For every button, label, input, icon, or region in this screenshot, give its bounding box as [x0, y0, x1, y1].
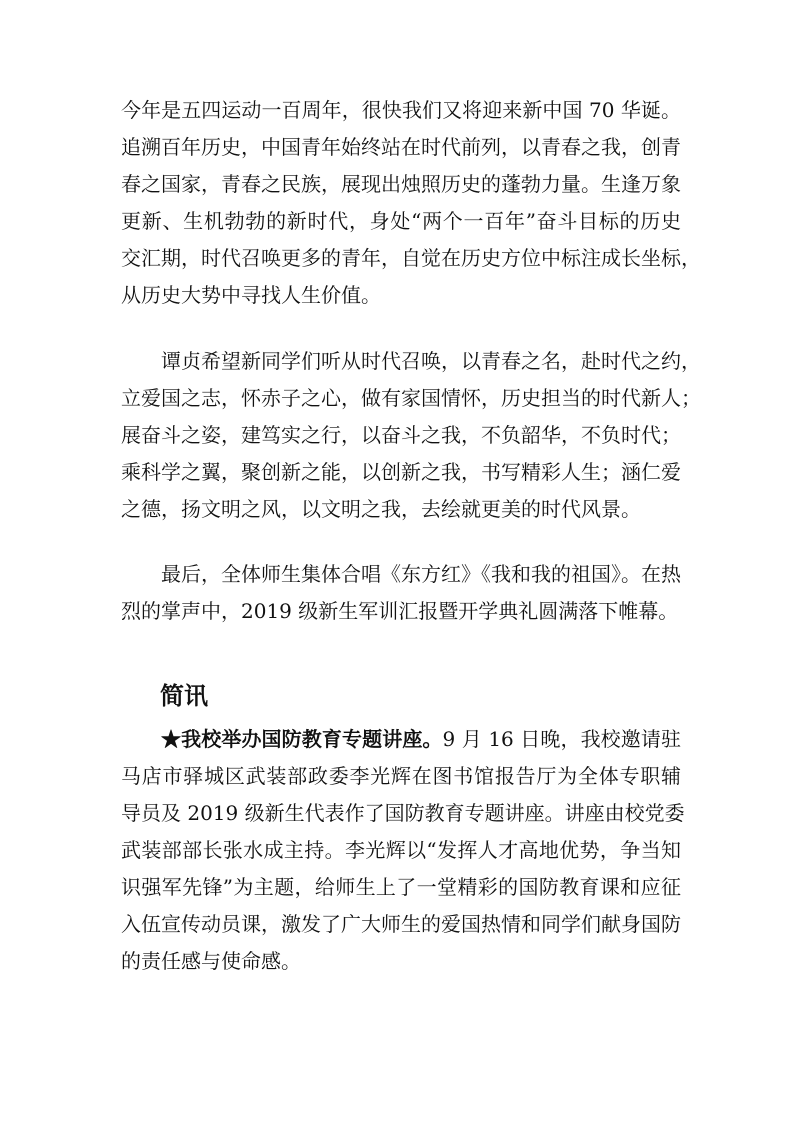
news-title: ★我校举办国防教育专题讲座。	[161, 727, 443, 751]
text-line: 马店市驿城区武装部政委李光辉在图书馆报告厅为全体专职辅	[121, 764, 681, 788]
text-line: 乘科学之翼，聚创新之能，以创新之我，书写精彩人生；涵仁爱	[121, 460, 681, 484]
text-line: 武装部部长张水成主持。李光辉以“发挥人才高地优势，争当知	[121, 838, 681, 862]
text-line: 立爱国之志，怀赤子之心，做有家国情怀，历史担当的时代新人；	[121, 386, 701, 410]
news-item	[121, 721, 685, 980]
text-line: 追溯百年历史，中国青年始终站在时代前列，以青春之我，创青	[121, 135, 681, 159]
news-first-line	[121, 721, 681, 758]
text-line: 展奋斗之姿，建笃实之行，以奋斗之我，不负韶华，不负时代；	[121, 423, 681, 447]
text-line: 今年是五四运动一百周年，很快我们又将迎来新中国 70 华诞。	[121, 98, 681, 122]
text-line: 导员及 2019 级新生代表作了国防教育专题讲座。讲座由校党委	[121, 801, 685, 825]
text-line: 烈的掌声中，2019 级新生军训汇报暨开学典礼圆满落下帷幕。	[121, 599, 679, 623]
paragraph-1	[121, 92, 701, 314]
text-line: 更新、生机勃勃的新时代，身处“两个一百年”奋斗目标的历史	[121, 209, 681, 233]
text-line: 从历史大势中寻找人生价值。	[121, 283, 381, 307]
text-line: 交汇期，时代召唤更多的青年，自觉在历史方位中标注成长坐标，	[121, 246, 701, 270]
text-line: 的责任感与使命感。	[121, 949, 301, 973]
text-line: 入伍宣传动员课，激发了广大师生的爱国热情和同学们献身国防	[121, 912, 681, 936]
text-line: 之德，扬文明之风，以文明之我，去绘就更美的时代风景。	[121, 497, 641, 521]
news-first-line-text: 9 月 16 日晚，我校邀请驻	[442, 727, 682, 751]
paragraph-3	[121, 556, 681, 630]
paragraph-2	[121, 343, 701, 528]
text-line: 识强军先锋”为主题，给师生上了一堂精彩的国防教育课和应征	[121, 875, 681, 899]
text-line: 谭贞希望新同学们听从时代召唤，以青春之名，赴时代之约，	[161, 349, 701, 373]
text-line: 最后，全体师生集体合唱《东方红》《我和我的祖国》。在热	[161, 562, 681, 586]
text-line: 春之国家，青春之民族，展现出烛照历史的蓬勃力量。生逢万象	[121, 172, 681, 196]
section-heading: 简讯	[160, 681, 208, 710]
